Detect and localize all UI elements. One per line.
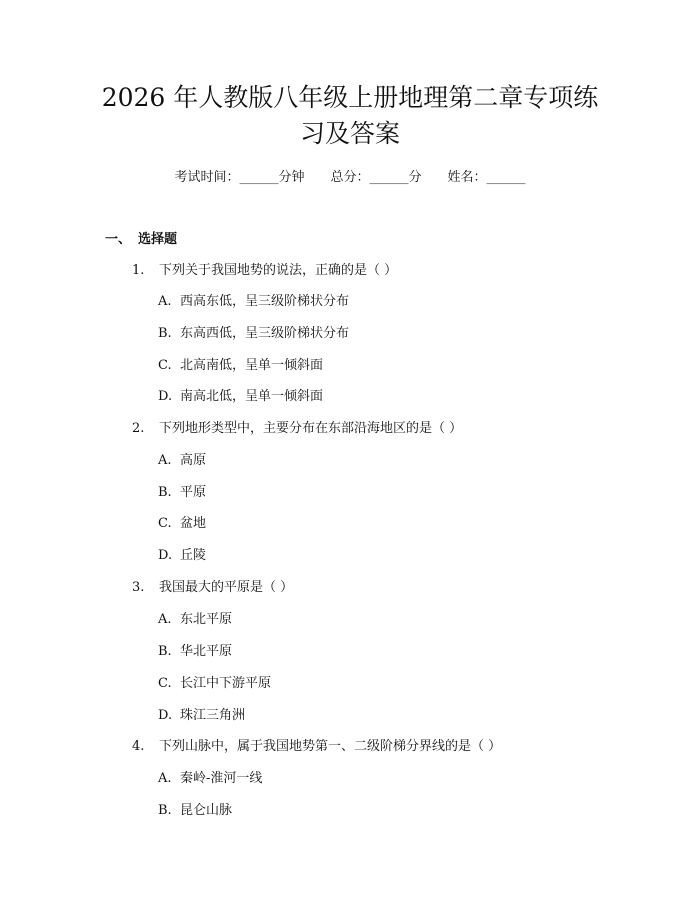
question-text: 下列地形类型中，主要分布在东部沿海地区的是（ ） — [159, 421, 463, 436]
section-title: 选择题 — [138, 232, 178, 247]
option-letter: D. — [158, 548, 173, 563]
document-title — [0, 80, 700, 152]
option-letter: C. — [158, 516, 172, 531]
question-text: 下列关于我国地势的说法，正确的是（ ） — [159, 263, 398, 278]
question-1-option-c — [158, 356, 323, 376]
option-letter: B. — [158, 326, 172, 341]
question-1-option-a — [158, 292, 349, 312]
question-1-option-d — [158, 387, 323, 407]
question-number: 2. — [132, 421, 145, 436]
option-letter: A. — [158, 612, 172, 627]
question-4-option-a — [158, 769, 262, 789]
question-2-option-c — [158, 514, 206, 534]
title-line-2: 习及答案 — [299, 119, 400, 148]
question-text: 下列山脉中，属于我国地势第一、二级阶梯分界线的是（ ） — [159, 739, 502, 754]
option-letter: C. — [158, 676, 172, 691]
question-3-option-a — [158, 610, 232, 630]
option-letter: B. — [158, 803, 172, 818]
option-text: 珠江三角洲 — [180, 708, 246, 723]
section-heading — [105, 230, 177, 250]
section-number: 一、 — [105, 232, 132, 247]
option-text: 秦岭-淮河一线 — [180, 771, 263, 786]
option-text: 昆仑山脉 — [180, 803, 233, 818]
option-text: 东高西低，呈三级阶梯状分布 — [180, 326, 350, 341]
question-2 — [132, 419, 462, 439]
option-text: 华北平原 — [180, 644, 233, 659]
option-text: 西高东低，呈三级阶梯状分布 — [180, 294, 350, 309]
question-3-option-b — [158, 642, 232, 662]
question-3-option-c — [158, 674, 271, 694]
question-2-option-b — [158, 483, 206, 503]
option-text: 东北平原 — [180, 612, 233, 627]
option-text: 高原 — [180, 453, 207, 468]
option-text: 丘陵 — [180, 548, 207, 563]
question-number: 3. — [132, 580, 145, 595]
question-1-option-b — [158, 324, 349, 344]
question-2-option-a — [158, 451, 206, 471]
option-text: 北高南低，呈单一倾斜面 — [180, 358, 324, 373]
question-2-option-d — [158, 546, 206, 566]
option-text: 长江中下游平原 — [180, 676, 272, 691]
name-field: 姓名：______ — [447, 170, 526, 185]
option-letter: D. — [158, 389, 173, 404]
option-letter: A. — [158, 771, 172, 786]
question-4 — [132, 737, 501, 757]
option-text: 平原 — [180, 485, 207, 500]
option-letter: B. — [158, 485, 172, 500]
question-1 — [132, 261, 397, 281]
option-letter: A. — [158, 294, 172, 309]
exam-info — [0, 168, 700, 188]
total-score-field: 总分：______分 — [330, 170, 422, 185]
option-letter: A. — [158, 453, 172, 468]
question-3-option-d — [158, 706, 245, 726]
option-letter: D. — [158, 708, 173, 723]
title-line-1: 2026 年人教版八年级上册地理第二章专项练 — [101, 83, 599, 112]
option-letter: B. — [158, 644, 172, 659]
question-text: 我国最大的平原是（ ） — [159, 580, 294, 595]
question-3 — [132, 578, 293, 598]
option-text: 南高北低，呈单一倾斜面 — [180, 389, 324, 404]
option-text: 盆地 — [180, 516, 207, 531]
question-number: 4. — [132, 739, 145, 754]
question-4-option-b — [158, 801, 232, 821]
question-number: 1. — [132, 263, 145, 278]
option-letter: C. — [158, 358, 172, 373]
exam-time-field: 考试时间：______分钟 — [174, 170, 305, 185]
